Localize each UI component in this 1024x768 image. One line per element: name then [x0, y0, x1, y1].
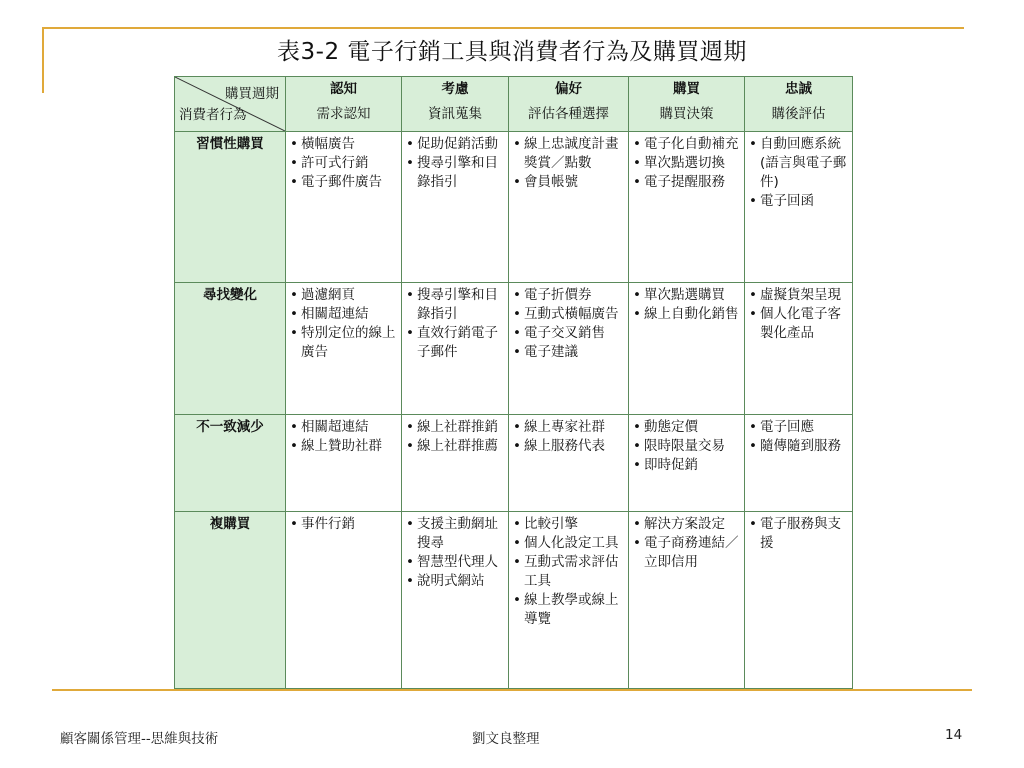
bottom-accent-line [52, 689, 972, 691]
table-cell [286, 511, 402, 688]
tool-list-item: • 解決方案設定 [633, 515, 740, 534]
tool-list-item: • 單次點選購買 [633, 286, 740, 305]
tool-list [290, 135, 397, 192]
table-cell [286, 132, 402, 283]
tool-list-item: • 電子提醒服務 [633, 173, 740, 192]
tool-list-item: • 限時限量交易 [633, 437, 740, 456]
tool-list [290, 418, 397, 456]
row-label: 複購買 [175, 511, 286, 688]
header-row [175, 77, 853, 132]
row-label: 尋找變化 [175, 282, 286, 414]
slide-title: 表3-2 電子行銷工具與消費者行為及購買週期 [277, 39, 747, 65]
table-row [175, 132, 853, 283]
tool-list-item: • 個人化設定工具 [513, 534, 624, 553]
tool-list-item: • 電子建議 [513, 343, 624, 362]
tool-list [749, 135, 848, 211]
tool-list-item: • 說明式網站 [406, 572, 504, 591]
page-number: 14 [945, 727, 963, 743]
column-title: 偏好 [555, 81, 582, 97]
tool-list-item: • 促助促銷活動 [406, 135, 504, 154]
tool-list [290, 515, 397, 534]
tool-list [513, 135, 624, 192]
tool-list-item: • 電子化自動補充 [633, 135, 740, 154]
tool-list-item: • 事件行銷 [290, 515, 397, 534]
tool-list-item: • 直效行銷電子子郵件 [406, 324, 504, 362]
column-title: 購買 [673, 81, 700, 97]
column-subtitle: 購買決策 [659, 106, 714, 122]
column-header [745, 77, 853, 132]
tool-list [406, 418, 504, 456]
tool-list-item: • 單次點選切換 [633, 154, 740, 173]
tool-list-item: • 電子服務與支援 [749, 515, 848, 553]
table-cell [745, 132, 853, 283]
tool-list-item: • 搜尋引擎和目錄指引 [406, 286, 504, 324]
tool-list [406, 515, 504, 591]
tool-list-item: • 電子回函 [749, 192, 848, 211]
tool-list [513, 286, 624, 362]
table-cell [402, 132, 509, 283]
column-header [629, 77, 745, 132]
column-title: 考慮 [441, 81, 469, 97]
table-cell [286, 282, 402, 414]
tool-list [633, 515, 740, 572]
tool-list [290, 286, 397, 362]
tool-list [749, 286, 848, 343]
column-header [286, 77, 402, 132]
tool-list-item: • 線上教學或線上導覽 [513, 591, 624, 629]
column-subtitle: 評估各種選擇 [528, 106, 609, 122]
tool-list-item: • 線上專家社群 [513, 418, 624, 437]
row-label: 習慣性購買 [175, 132, 286, 283]
tool-list-item: • 線上社群推薦 [406, 437, 504, 456]
tool-list-item: • 動態定價 [633, 418, 740, 437]
tool-list-item: • 虛擬貨架呈現 [749, 286, 848, 305]
tool-list [633, 135, 740, 192]
tool-list-item: • 相關超連結 [290, 418, 397, 437]
tool-list-item: • 即時促銷 [633, 456, 740, 475]
column-title: 忠誠 [785, 81, 812, 97]
tool-list [749, 418, 848, 456]
table-cell [629, 511, 745, 688]
marketing-tools-table [174, 76, 853, 689]
tool-list-item: • 個人化電子客製化產品 [749, 305, 848, 343]
tool-list [749, 515, 848, 553]
tool-list-item: • 線上忠誠度計畫獎賞／點數 [513, 135, 624, 173]
tool-list [406, 135, 504, 192]
tool-list-item: • 電子交叉銷售 [513, 324, 624, 343]
table-cell [509, 511, 629, 688]
tool-list-item: • 互動式需求評估工具 [513, 553, 624, 591]
tool-list-item: • 橫幅廣告 [290, 135, 397, 154]
column-header [402, 77, 509, 132]
table-cell [629, 132, 745, 283]
table-row [175, 282, 853, 414]
table-cell [509, 282, 629, 414]
column-header [509, 77, 629, 132]
table-cell [629, 282, 745, 414]
tool-list-item: • 特別定位的線上廣告 [290, 324, 397, 362]
tool-list-item: • 自動回應系統(語言與電子郵件) [749, 135, 848, 192]
corner-purchase-cycle-label: 購買週期 [225, 86, 279, 102]
tool-list-item: • 會員帳號 [513, 173, 624, 192]
tool-list-item: • 線上服務代表 [513, 437, 624, 456]
table-row [175, 415, 853, 512]
tool-list-item: • 智慧型代理人 [406, 553, 504, 572]
tool-list-item: • 隨傳隨到服務 [749, 437, 848, 456]
tool-list-item: • 相關超連結 [290, 305, 397, 324]
table-body [175, 132, 853, 689]
corner-consumer-behavior-label: 消費者行為 [179, 107, 247, 123]
table-cell [402, 511, 509, 688]
footer-author: 劉文良整理 [472, 731, 540, 747]
footer-course-title: 顧客關係管理--思維與技術 [60, 731, 219, 747]
table-cell [402, 415, 509, 512]
tool-list-item: • 許可式行銷 [290, 154, 397, 173]
table-cell [509, 415, 629, 512]
column-title: 認知 [330, 81, 357, 97]
table-cell [509, 132, 629, 283]
corner-cell [175, 77, 286, 132]
table-cell [745, 282, 853, 414]
column-subtitle: 需求認知 [316, 106, 371, 122]
column-subtitle: 資訊蒐集 [428, 106, 482, 122]
tool-list [513, 515, 624, 629]
table-cell [402, 282, 509, 414]
table-row [175, 511, 853, 688]
tool-list-item: • 互動式橫幅廣告 [513, 305, 624, 324]
table-cell [286, 415, 402, 512]
tool-list-item: • 搜尋引擎和目錄指引 [406, 154, 504, 192]
tool-list [513, 418, 624, 456]
tool-list-item: • 線上社群推銷 [406, 418, 504, 437]
table-cell [745, 511, 853, 688]
tool-list-item: • 比較引擎 [513, 515, 624, 534]
table-cell [745, 415, 853, 512]
tool-list-item: • 電子折價券 [513, 286, 624, 305]
column-subtitle: 購後評估 [771, 106, 826, 122]
tool-list-item: • 電子郵件廣告 [290, 173, 397, 192]
tool-list-item: • 線上自動化銷售 [633, 305, 740, 324]
tool-list-item: • 過濾網頁 [290, 286, 397, 305]
tool-list-item: • 支援主動網址搜尋 [406, 515, 504, 553]
tool-list-item: • 電子商務連結／立即信用 [633, 534, 740, 572]
tool-list [633, 286, 740, 324]
table-cell [629, 415, 745, 512]
tool-list [406, 286, 504, 362]
tool-list-item: • 電子回應 [749, 418, 848, 437]
row-label: 不一致減少 [175, 415, 286, 512]
tool-list-item: • 線上贊助社群 [290, 437, 397, 456]
top-accent-line [42, 27, 964, 29]
tool-list [633, 418, 740, 475]
